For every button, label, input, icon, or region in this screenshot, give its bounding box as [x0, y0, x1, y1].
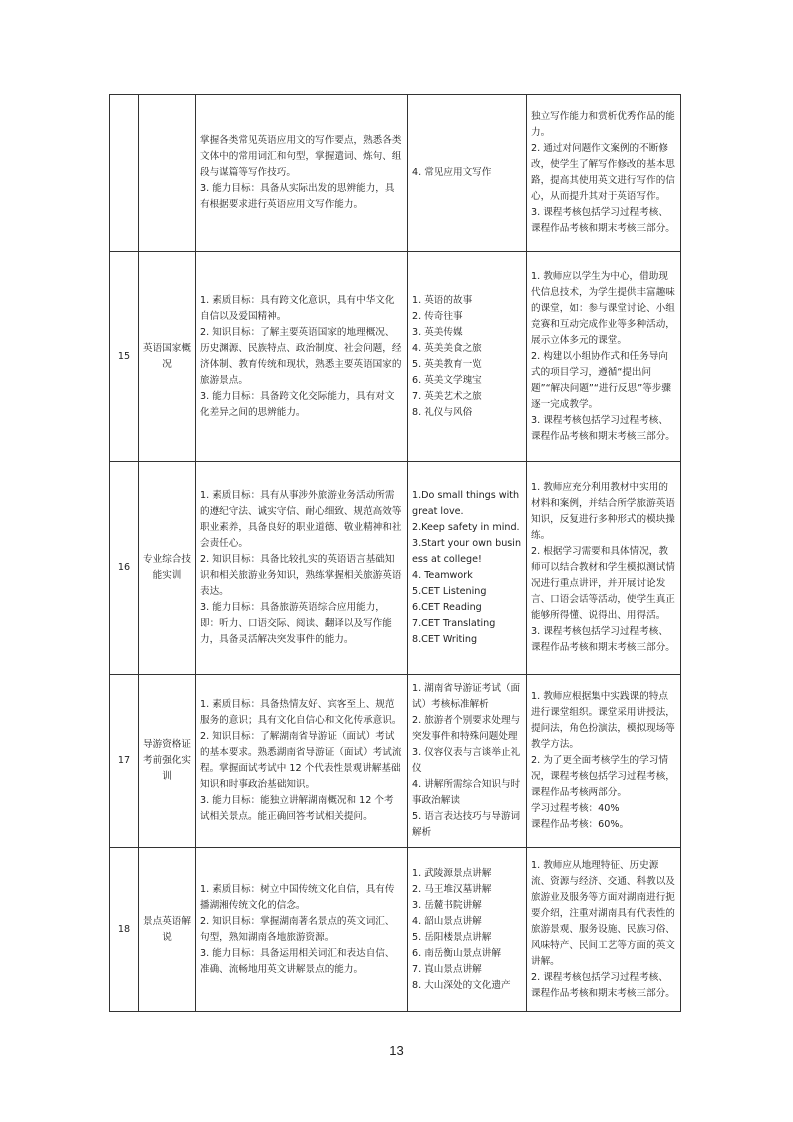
course-goal-item: 2. 知识目标：掌握湖南著名景点的英文词汇、句型，熟知湖南各地旅游资源。	[200, 915, 395, 943]
course-content-item: 1. 英语的故事	[412, 294, 473, 306]
teaching-requirement-item: 2. 课程考核包括学习过程考核、课程作品考核和期末考核三部分。	[531, 971, 675, 999]
course-content-item: 3. 英美传媒	[412, 326, 463, 338]
course-content-item: 4. 讲解所需综合知识与时事政治解读	[412, 779, 521, 806]
course-name: 导游资格证考前强化实训	[143, 739, 191, 782]
course-name: 景点英语解说	[143, 915, 191, 943]
course-goal-item: 1. 素质目标：具有从事涉外旅游业务活动所需的遵纪守法、诚实守信、耐心细致、规范高效等职业素养，具备良好的职业道德、敬业精神和社会责任心。	[200, 490, 402, 549]
teaching-requirements-cell	[527, 462, 681, 675]
course-name-cell	[139, 462, 196, 675]
course-goal-item: 2. 知识目标：了解主要英语国家的地理概况、历史渊源、民族特点、政治制度、社会问题，经济体制、教育传统和现状，熟悉主要英语国家的旅游景点。	[200, 326, 402, 386]
course-number-cell	[110, 462, 139, 675]
course-goal-item: 1. 素质目标：具有跨文化意识，具有中华文化自信以及爱国精神。	[200, 294, 395, 322]
course-goal-item: 2. 知识目标：了解湖南省导游证（面试）考试的基本要求。熟悉湖南省导游证（面试）考试流程。掌握面试考试中 12 个代表性景观讲解基础知识和时事政治基础知识。	[200, 731, 402, 790]
teaching-requirement-item: 2. 构建以小组协作式和任务导向式的项目学习，遵循“提出问题”“解决问题”“进行反思”等步骤逐一完成教学。	[531, 350, 671, 410]
course-content-item: 6. 英美文学瑰宝	[412, 374, 482, 386]
course-goals-cell	[196, 462, 408, 675]
course-content-cell	[408, 95, 527, 252]
course-number: 17	[117, 755, 131, 766]
course-goal-item: 1. 素质目标：具备热情友好、宾客至上、规范服务的意识；具有文化自信心和文化传承意识。	[200, 699, 402, 726]
course-number-cell	[110, 252, 139, 462]
course-content-item: 7. 崀山景点讲解	[412, 963, 482, 975]
teaching-requirement-item: 独立写作能力和赏析优秀作品的能力。	[531, 111, 675, 138]
teaching-requirements-cell	[527, 95, 681, 252]
teaching-requirement-item: 1. 教师应以学生为中心，借助现代信息技术，为学生提供丰富趣味的课堂，如：参与课堂讨论、小组竞赛和互动完成作业等多种活动，展示立体多元的课堂。	[531, 270, 675, 346]
course-content-item: 1. 武陵源景点讲解	[412, 867, 492, 879]
course-number-cell	[110, 848, 139, 1012]
course-content-item: 2. 旅游者个别要求处理与突发事件和特殊问题处理	[412, 715, 521, 742]
course-name-cell	[139, 95, 196, 252]
course-content-cell	[408, 462, 527, 675]
course-content-item: 5.CET Listening	[412, 586, 487, 597]
course-content-cell	[408, 675, 527, 848]
course-name-cell	[139, 252, 196, 462]
course-goal-item: 2. 知识目标：具备比较扎实的英语语言基础知识和相关旅游业务知识，熟练掌握相关旅游英语表达。	[200, 554, 402, 597]
teaching-requirements-cell	[527, 252, 681, 462]
teaching-requirement-item: 课程作品考核：60%。	[531, 819, 630, 830]
course-content-item: 2.Keep safety in mind.	[412, 522, 520, 533]
teaching-requirement-item: 1. 教师应根据集中实践课的特点进行课堂组织。课堂采用讲授法，提问法，角色扮演法，模拟现场等教学方法。	[531, 691, 675, 750]
page-number: 13	[389, 1043, 404, 1058]
table-row	[110, 462, 681, 675]
course-content-item: 3. 岳麓书院讲解	[412, 899, 482, 911]
course-goals-cell	[196, 848, 408, 1012]
course-content-item: 3. 仪容仪表与言谈举止礼仪	[412, 747, 521, 774]
course-content-item: 8.CET Writing	[412, 634, 478, 645]
teaching-requirement-item: 2. 通过对问题作文案例的不断修改，使学生了解写作修改的基本思路，提高其使用英文进行写作的信心，从而提升其对于英语写作。	[531, 143, 675, 202]
course-content-item: 4. 韶山景点讲解	[412, 915, 482, 927]
table-row	[110, 95, 681, 252]
course-content-item: 5. 语言表达技巧与导游词解析	[412, 811, 521, 838]
course-table	[109, 94, 681, 1012]
course-content-item: 2. 马王堆汉墓讲解	[412, 883, 492, 895]
course-content-item: 4. 常见应用文写作	[412, 167, 492, 178]
table-row	[110, 848, 681, 1012]
course-goal-item: 掌握各类常见英语应用文的写作要点，熟悉各类文体中的常用词汇和句型，掌握遣词、炼句、组段与谋篇等写作技巧。	[200, 135, 402, 178]
course-goals-cell	[196, 252, 408, 462]
course-goal-item: 1. 素质目标：树立中国传统文化自信，具有传播湖湘传统文化的信念。	[200, 883, 395, 911]
course-table-body	[110, 95, 681, 1012]
course-content-item: 6.CET Reading	[412, 602, 482, 613]
course-content-item: 5. 岳阳楼景点讲解	[412, 931, 492, 943]
course-name: 英语国家概况	[143, 342, 191, 370]
course-content-item: 8. 大山深处的文化遗产	[412, 979, 511, 991]
course-content-item: 5. 英美教育一览	[412, 358, 482, 370]
course-goal-item: 3. 能力目标：具备运用相关词汇和表达自信、准确、流畅地用英文讲解景点的能力。	[200, 947, 395, 975]
course-content-item: 7.CET Translating	[412, 618, 496, 629]
course-number-cell	[110, 675, 139, 848]
course-content-item: 1.Do small things with great love.	[412, 490, 520, 517]
teaching-requirements-cell	[527, 848, 681, 1012]
course-name-cell	[139, 675, 196, 848]
teaching-requirement-item: 1. 教师应从地理特征、历史源流、资源与经济、交通、科教以及旅游业及服务等方面对湖南进行扼要介绍，注重对湖南具有代表性的旅游景观、服务设施、民族习俗、风味特产、民间工艺等方面的英文讲解。	[531, 859, 675, 967]
course-content-cell	[408, 848, 527, 1012]
course-content-item: 4. Teamwork	[412, 570, 473, 581]
course-content-item: 2. 传奇往事	[412, 310, 463, 322]
teaching-requirement-item: 学习过程考核：40%	[531, 803, 620, 814]
table-row	[110, 675, 681, 848]
course-content-item: 3.Start your own business at college!	[412, 538, 522, 565]
course-goal-item: 3. 能力目标：具备跨文化交际能力，具有对文化差异之间的思辨能力。	[200, 390, 395, 418]
course-goal-item: 3. 能力目标：具备从实际出发的思辨能力，具有根据要求进行英语应用文写作能力。	[200, 183, 395, 210]
course-content-item: 1. 湖南省导游证考试（面试）考核标准解析	[412, 683, 521, 710]
course-goal-item: 3. 能力目标：具备旅游英语综合应用能力，即：听力、口语交际、阅读、翻译以及写作能力，具备灵活解决突发事件的能力。	[200, 602, 392, 645]
teaching-requirement-item: 2. 为了更全面考核学生的学习情况，课程考核包括学习过程考核，课程作品考核两部分。	[531, 755, 675, 798]
teaching-requirement-item: 3. 课程考核包括学习过程考核、课程作品考核和期末考核三部分。	[531, 207, 675, 234]
course-number: 18	[117, 923, 131, 935]
teaching-requirement-item: 2. 根据学习需要和具体情况，教师可以结合教材和学生模拟测试情况进行重点讲评，并开展讨论发言、口语会话等活动，使学生真正能够所得懂、说得出、用得活。	[531, 546, 675, 621]
course-goal-item: 3. 能力目标：能独立讲解湖南概况和 12 个考试相关景点。能正确回答考试相关提问。	[200, 795, 394, 822]
teaching-requirement-item: 3. 课程考核包括学习过程考核、课程作品考核和期末考核三部分。	[531, 626, 675, 653]
course-number: 16	[117, 562, 131, 573]
course-goals-cell	[196, 675, 408, 848]
course-name: 专业综合技能实训	[143, 554, 191, 581]
teaching-requirement-item: 3. 课程考核包括学习过程考核、课程作品考核和期末考核三部分。	[531, 414, 675, 442]
course-content-item: 6. 南岳衡山景点讲解	[412, 947, 501, 959]
course-content-cell	[408, 252, 527, 462]
course-name-cell	[139, 848, 196, 1012]
course-content-item: 4. 英美美食之旅	[412, 342, 482, 354]
course-content-item: 8. 礼仪与风俗	[412, 406, 473, 418]
teaching-requirements-cell	[527, 675, 681, 848]
course-number-cell	[110, 95, 139, 252]
course-goals-cell	[196, 95, 408, 252]
course-content-item: 7. 英美艺术之旅	[412, 390, 482, 402]
table-row	[110, 252, 681, 462]
teaching-requirement-item: 1. 教师应充分利用教材中实用的材料和案例，并结合所学旅游英语知识，反复进行多种形式的模块操练。	[531, 482, 675, 541]
course-number: 15	[117, 350, 131, 362]
